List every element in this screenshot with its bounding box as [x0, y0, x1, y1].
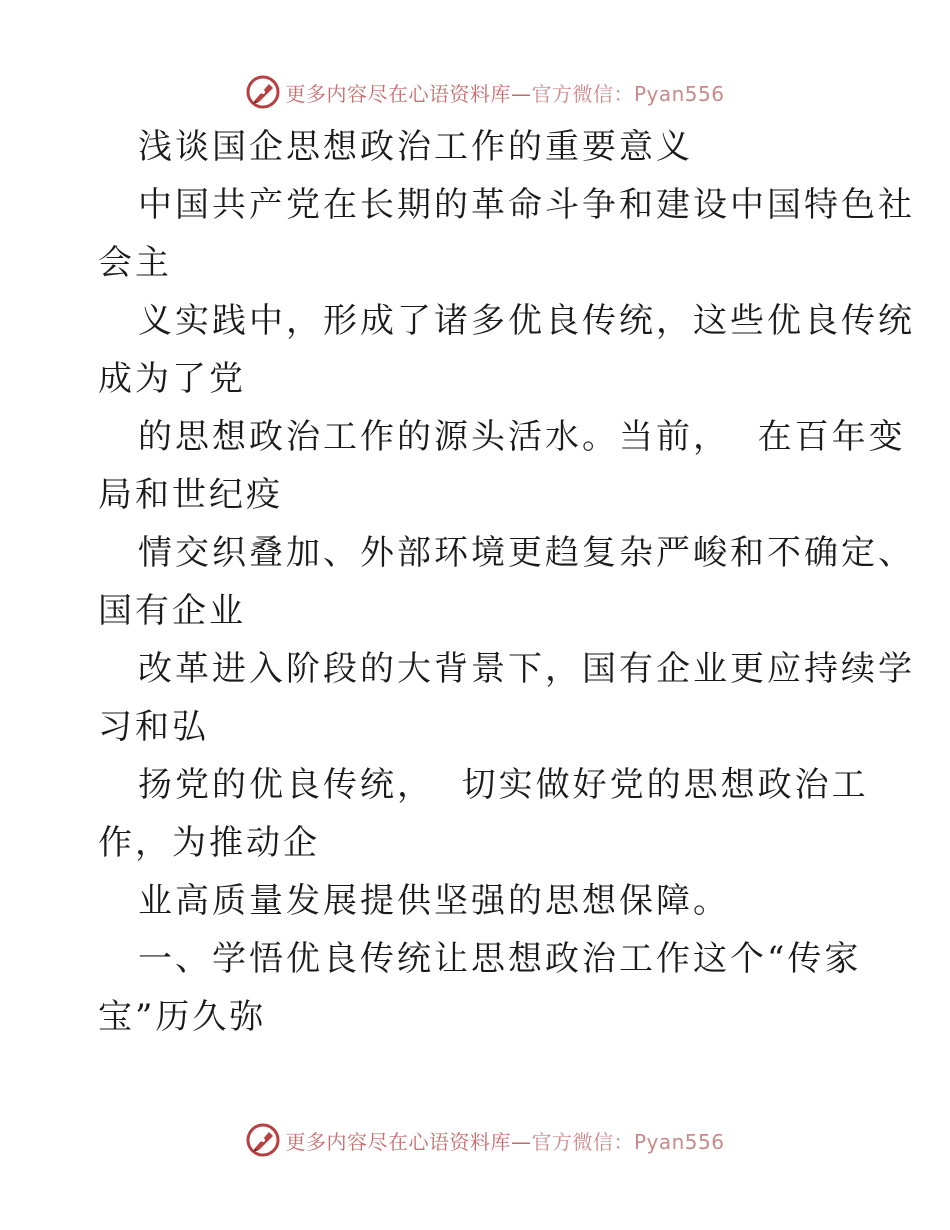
header-wechat-text: 官方微信：Pyan556: [531, 81, 725, 106]
doc-line-6: 的思想政治工作的源头活水。当前， 在百年变: [138, 417, 906, 457]
footer-banner: [0, 1120, 950, 1160]
doc-line-5: 成为了党: [98, 359, 246, 399]
doc-line-10: 改革进入阶段的大背景下，国有企业更应持续学: [138, 649, 915, 689]
doc-line-3: 会主: [98, 243, 172, 283]
doc-line-1: 浅谈国企思想政治工作的重要意义: [138, 127, 693, 167]
doc-line-9: 国有企业: [98, 591, 246, 631]
doc-line-11: 习和弘: [98, 707, 209, 747]
doc-line-2: 中国共产党在长期的革命斗争和建设中国特色社: [138, 185, 915, 225]
doc-line-7: 局和世纪疫: [98, 475, 283, 515]
doc-line-16: 宝”历久弥: [98, 997, 267, 1037]
pen-logo-icon: [245, 1122, 281, 1158]
pen-logo-icon: [245, 74, 281, 110]
doc-line-12: 扬党的优良传统， 切实做好党的思想政治工: [138, 765, 869, 805]
footer-wechat-text: 官方微信：Pyan556: [531, 1129, 725, 1154]
footer-banner-text: 更多内容尽在心语资料库—: [285, 1129, 532, 1154]
doc-line-13: 作，为推动企: [98, 823, 320, 863]
header-banner-text: 更多内容尽在心语资料库—: [285, 81, 532, 106]
header-banner: [0, 72, 950, 112]
doc-line-14: 业高质量发展提供坚强的思想保障。: [138, 881, 730, 921]
document-body: [98, 118, 915, 1046]
doc-line-8: 情交织叠加、外部环境更趋复杂严峻和不确定、: [138, 533, 915, 573]
doc-line-4: 义实践中，形成了诸多优良传统，这些优良传统: [138, 301, 915, 341]
doc-line-15: 一、学悟优良传统让思想政治工作这个“传家: [138, 939, 862, 979]
